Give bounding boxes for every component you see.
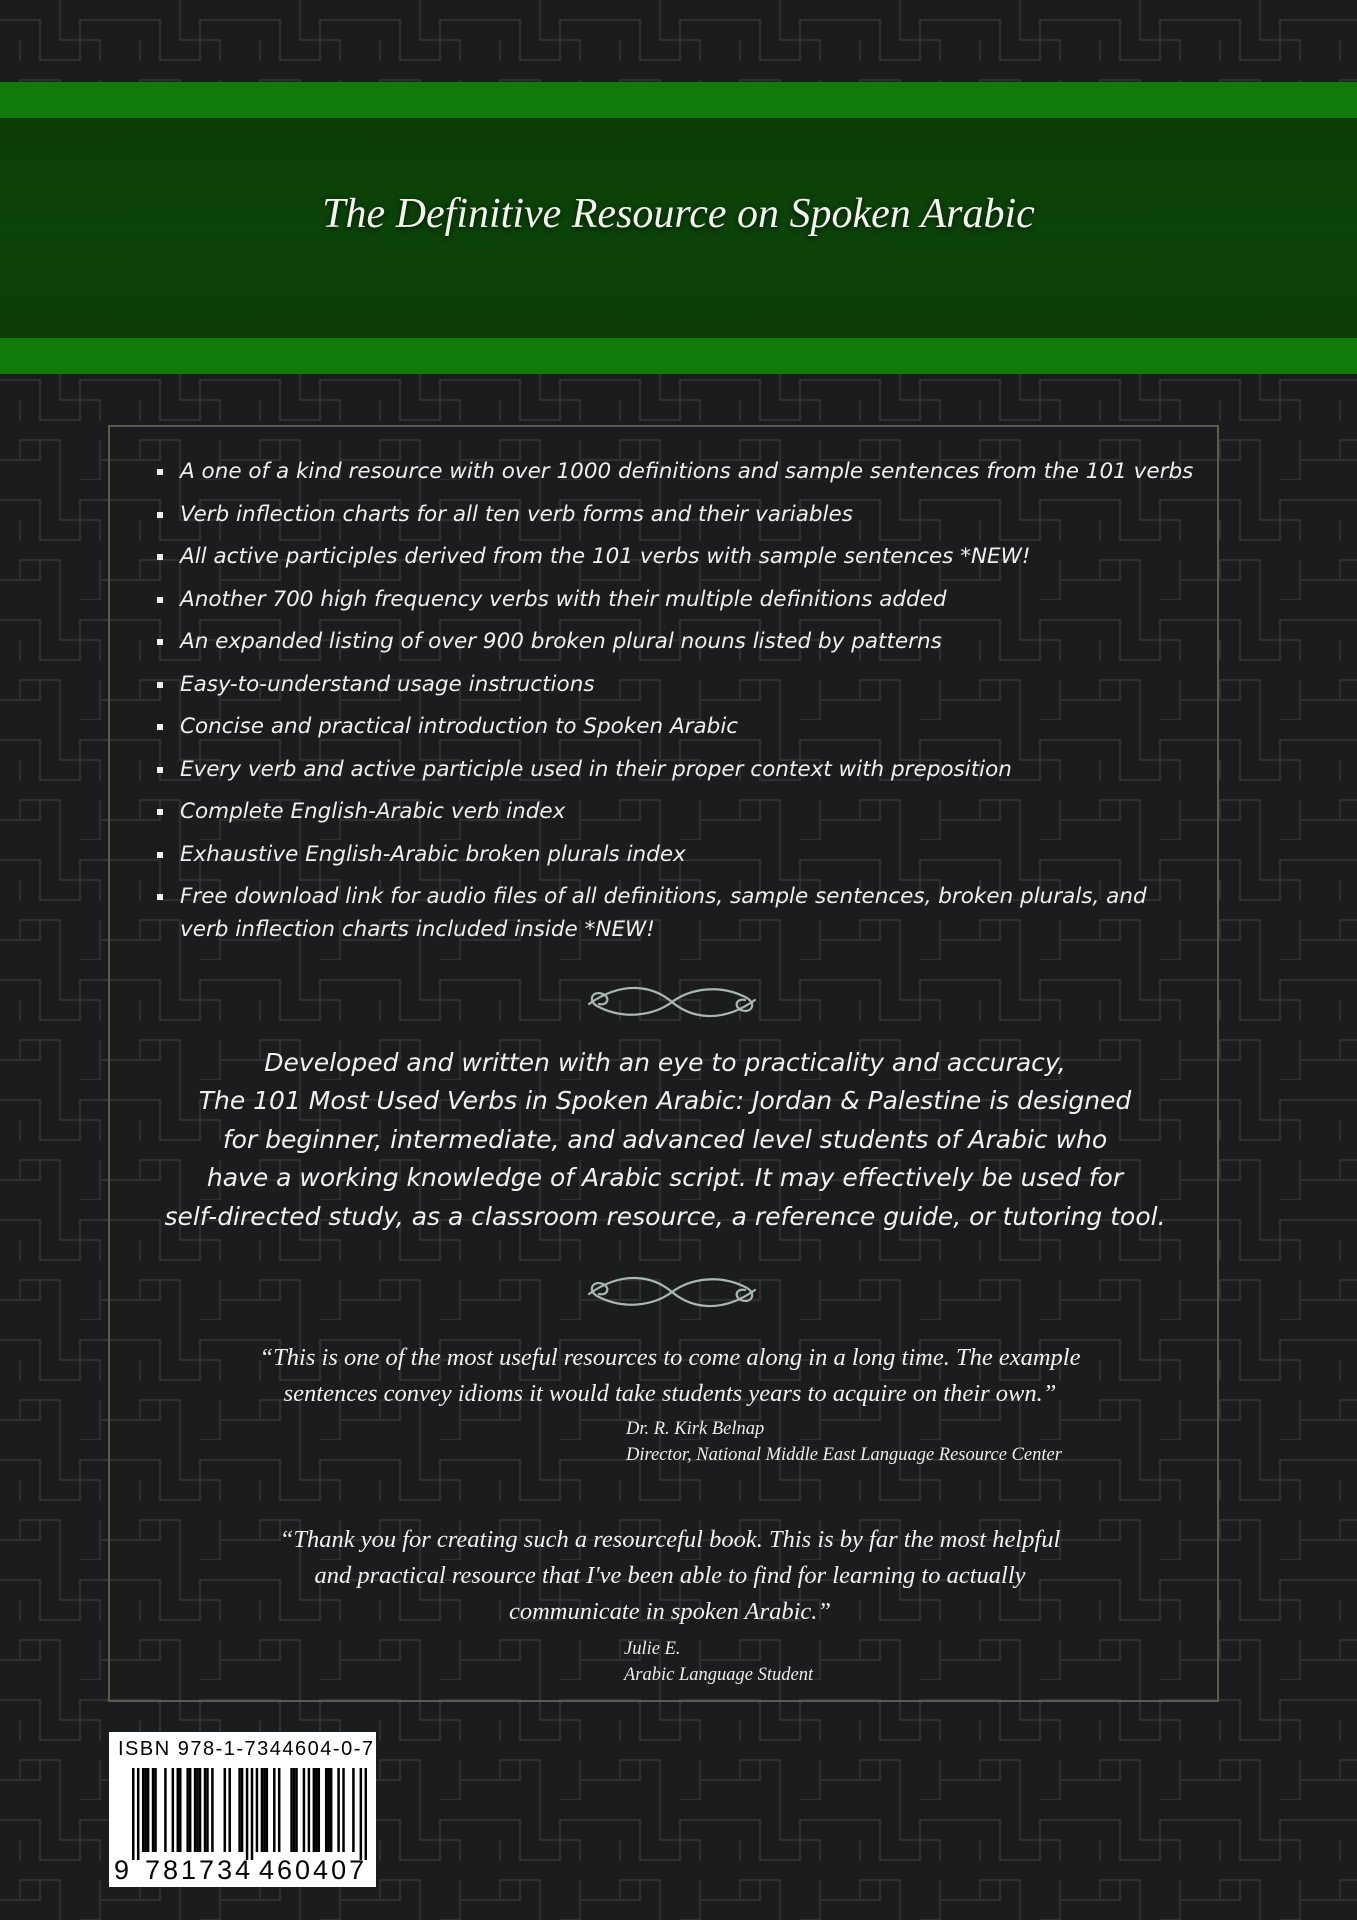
feature-text: Verb inflection charts for all ten verb forms and their variables — [180, 501, 853, 527]
barcode-bar — [278, 1768, 281, 1852]
barcode-bar — [337, 1768, 340, 1852]
barcode-bar — [290, 1768, 293, 1852]
bullet-icon — [157, 597, 163, 603]
testimonial-author: Julie E. — [624, 1639, 681, 1659]
barcode-bar — [315, 1768, 318, 1852]
barcode-bar — [246, 1768, 249, 1860]
barcode-bar — [263, 1768, 266, 1852]
flourish-divider-icon — [583, 1266, 761, 1318]
barcode-bar — [228, 1768, 231, 1852]
tagline: The Definitive Resource on Spoken Arabic — [322, 191, 1035, 237]
description-line: have a working knowledge of Arabic script. It may effectively be used for — [206, 1163, 1124, 1193]
title-band — [0, 82, 1357, 374]
feature-item — [157, 455, 1197, 488]
barcode-bar — [224, 1768, 227, 1852]
barcode-bar — [256, 1768, 259, 1852]
isbn-barcode — [109, 1732, 376, 1887]
bullet-icon — [157, 469, 163, 475]
barcode-bar — [172, 1768, 175, 1852]
barcode-bar — [154, 1768, 157, 1852]
book-description — [130, 1044, 1200, 1236]
feature-text: Another 700 high frequency verbs with their multiple definitions added — [180, 586, 947, 612]
description-line: self-directed study, as a classroom resource, a reference guide, or tutoring tool. — [164, 1201, 1166, 1231]
feature-text: Easy-to-understand usage instructions — [180, 671, 595, 697]
bullet-icon — [157, 894, 163, 900]
barcode-bar — [194, 1768, 197, 1852]
feature-text: Concise and practical introduction to Spoken Arabic — [180, 714, 739, 739]
feature-item — [157, 668, 1197, 701]
barcode-bar — [360, 1768, 363, 1860]
barcode-bar — [330, 1768, 333, 1852]
barcode-bar — [273, 1768, 276, 1852]
feature-text: Complete English-Arabic verb index — [180, 799, 566, 824]
feature-item — [157, 710, 1197, 743]
feature-text: Exhaustive English-Arabic broken plurals index — [180, 841, 686, 867]
feature-text: A one of a kind resource with over 1000 definitions and sample sentences from the 101 verbs — [180, 459, 1194, 484]
feature-list — [157, 455, 1197, 956]
description-line: Developed and written with an eye to practicality and accuracy, — [264, 1048, 1066, 1077]
testimonial-attribution — [626, 1416, 1062, 1468]
testimonial-role: Director, National Middle East Language Resource Center — [626, 1445, 1062, 1465]
bullet-icon — [157, 724, 163, 730]
description-line: The 101 Most Used Verbs in Spoken Arabic: Jordan & Palestine is designed — [198, 1086, 1132, 1116]
barcode-bar — [132, 1768, 135, 1860]
feature-item — [157, 880, 1197, 946]
feature-item — [157, 625, 1197, 658]
barcode-bar — [152, 1768, 155, 1852]
feature-item — [157, 498, 1197, 531]
feature-item — [157, 583, 1197, 616]
flourish-divider-icon — [583, 976, 761, 1028]
title-band-inner — [0, 118, 1357, 338]
barcode-bar — [206, 1768, 209, 1852]
bullet-icon — [157, 639, 163, 645]
barcode-bar — [295, 1768, 298, 1852]
quote-line: sentences convey idioms it would take students years to acquire on their own.” — [283, 1380, 1057, 1407]
feature-item — [157, 753, 1197, 786]
barcode-bar — [199, 1768, 202, 1852]
barcode-bar — [179, 1768, 182, 1852]
barcode-lead-digit: 9 — [114, 1855, 133, 1885]
testimonial-author: Dr. R. Kirk Belnap — [626, 1419, 765, 1439]
description-line: for beginner, intermediate, and advanced level students of Arabic who — [222, 1124, 1108, 1154]
bullet-icon — [157, 809, 163, 815]
feature-text: All active participles derived from the 101 verbs with sample sentences *NEW! — [180, 544, 1031, 569]
barcode-bar — [251, 1768, 254, 1860]
testimonial-quote — [150, 1340, 1190, 1412]
barcode-bar — [164, 1768, 167, 1852]
barcode-bar — [261, 1768, 264, 1852]
barcode-right-digits: 460407 — [259, 1855, 368, 1885]
barcode-bar — [293, 1768, 296, 1852]
feature-text: Every verb and active participle used in their proper context with preposition — [180, 756, 1012, 782]
barcode-bar — [196, 1768, 199, 1852]
barcode-bar — [241, 1768, 244, 1852]
quote-line: “Thank you for creating such a resourceful book. This is by far the most helpful — [279, 1526, 1061, 1553]
barcode-bar — [189, 1768, 192, 1852]
quote-line: and practical resource that I've been able to find for learning to actually — [314, 1562, 1026, 1589]
barcode-bar — [186, 1768, 189, 1852]
barcode-left-digits: 781734 — [145, 1855, 254, 1885]
barcode-bar — [303, 1768, 306, 1852]
barcode-bar — [325, 1768, 328, 1852]
barcode-bar — [313, 1768, 316, 1852]
barcode-bar — [352, 1768, 355, 1852]
barcode-bar — [266, 1768, 269, 1852]
barcode-bar — [342, 1768, 345, 1852]
barcode-bar — [211, 1768, 214, 1852]
quote-line: communicate in spoken Arabic.” — [508, 1598, 832, 1625]
barcode-bar — [327, 1768, 330, 1852]
feature-text: Free download link for audio files of all definitions, sample sentences, broken plurals, and verb inflection charts included inside *NEW! — [180, 884, 1147, 942]
quote-line: “This is one of the most useful resources to come along in a long time. The example — [259, 1344, 1081, 1371]
bullet-icon — [157, 852, 163, 858]
isbn-label: ISBN 978-1-7344604-0-7 — [118, 1738, 375, 1760]
barcode-bar — [147, 1768, 150, 1852]
barcode-bars — [132, 1768, 367, 1860]
feature-text: An expanded listing of over 900 broken plural nouns listed by patterns — [180, 629, 942, 654]
feature-item — [157, 540, 1197, 573]
bullet-icon — [157, 554, 163, 560]
barcode-bar — [204, 1768, 207, 1852]
barcode-bar — [365, 1768, 367, 1860]
barcode-bar — [177, 1768, 180, 1852]
barcode-bar — [318, 1768, 321, 1852]
testimonial-role: Arabic Language Student — [624, 1665, 814, 1685]
barcode-bar — [144, 1768, 147, 1852]
feature-item — [157, 838, 1197, 871]
bullet-icon — [157, 512, 163, 518]
testimonial-quote — [150, 1522, 1190, 1630]
bullet-icon — [157, 682, 163, 688]
barcode-bar — [238, 1768, 241, 1852]
feature-item — [157, 795, 1197, 828]
testimonial-attribution — [624, 1636, 813, 1688]
bullet-icon — [157, 767, 163, 773]
barcode-bar — [308, 1768, 311, 1852]
barcode-bar — [142, 1768, 145, 1852]
barcode-bar — [137, 1768, 140, 1860]
